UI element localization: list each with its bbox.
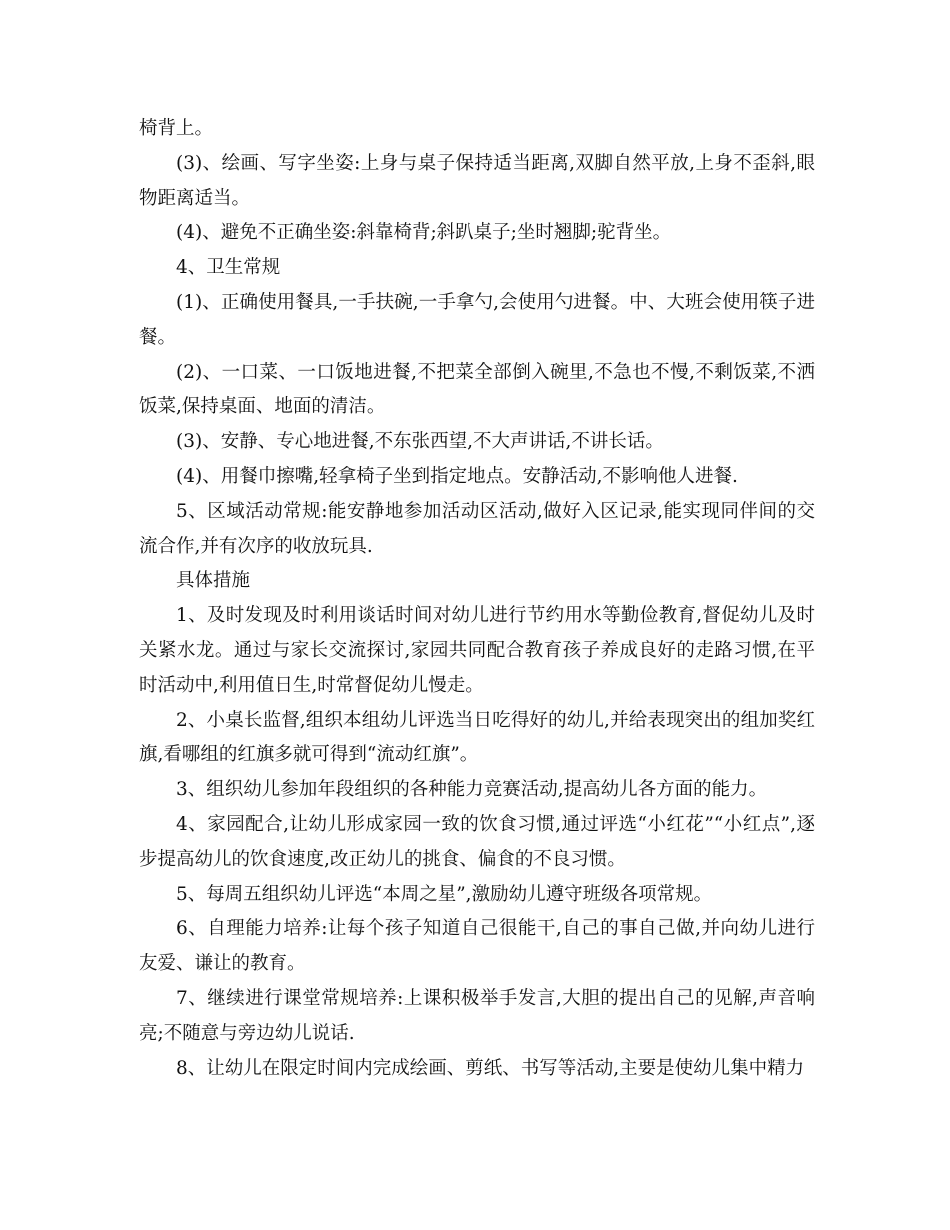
paragraph-measure-6: 6、自理能力培养:让每个孩子知道自己很能干,自己的事自己做,并向幼儿进行友爱、谦让的教育。 xyxy=(139,918,815,975)
paragraph-measure-7: 7、继续进行课堂常规培养:上课积极举手发言,大胆的提出自己的见解,声音响亮;不随意与旁边幼儿说话. xyxy=(139,987,815,1044)
section-heading-measures: 具体措施 xyxy=(176,570,251,592)
paragraph-measure-3: 3、组织幼儿参加年段组织的各种能力竞赛活动,提高幼儿各方面的能力。 xyxy=(176,779,768,801)
paragraph-tableware: (1)、正确使用餐具,一手扶碗,一手拿勺,会使用勺进餐。中、大班会使用筷子进餐。 xyxy=(139,291,815,348)
paragraph-napkin: (4)、用餐巾擦嘴,轻拿椅子坐到指定地点。安静活动,不影响他人进餐. xyxy=(176,465,738,487)
paragraph-area-activity: 5、区域活动常规:能安静地参加活动区活动,做好入区记录,能实现同伴间的交流合作,并有次序的收放玩具. xyxy=(139,500,815,557)
paragraph-measure-4: 4、家园配合,让幼儿形成家园一致的饮食习惯,通过评选“小红花”“小红点”,逐步提高幼儿的饮食速度,改正幼儿的挑食、偏食的不良习惯。 xyxy=(139,813,815,870)
paragraph-measure-1: 1、及时发现及时利用谈话时间对幼儿进行节约用水等勤俭教育,督促幼儿及时关紧水龙。通过与家长交流探讨,家园共同配合教育孩子养成良好的走路习惯,在平时活动中,利用值日生,时常督促幼儿慢走。 xyxy=(139,605,815,696)
section-heading-hygiene: 4、卫生常规 xyxy=(176,257,281,279)
paragraph-drawing-posture: (3)、绘画、写字坐姿:上身与桌子保持适当距离,双脚自然平放,上身不歪斜,眼物距离适当。 xyxy=(139,152,815,209)
paragraph-chair-back-end: 椅背上。 xyxy=(139,118,214,139)
paragraph-measure-5: 5、每周五组织幼儿评选“本周之星”,激励幼儿遵守班级各项常规。 xyxy=(176,883,713,905)
paragraph-eating-manner: (2)、一口菜、一口饭地进餐,不把菜全部倒入碗里,不急也不慢,不剩饭菜,不洒饭菜,保持桌面、地面的清洁。 xyxy=(139,361,815,418)
paragraph-measure-8: 8、让幼儿在限定时间内完成绘画、剪纸、书写等活动,主要是使幼儿集中精力 xyxy=(176,1057,805,1079)
document-body xyxy=(139,112,815,1086)
paragraph-quiet-eating: (3)、安静、专心地进餐,不东张西望,不大声讲话,不讲长话。 xyxy=(176,431,664,453)
paragraph-avoid-bad-posture: (4)、避免不正确坐姿:斜靠椅背;斜趴桌子;坐时翘脚;驼背坐。 xyxy=(176,222,672,244)
paragraph-measure-2: 2、小桌长监督,组织本组幼儿评选当日吃得好的幼儿,并给表现突出的组加奖红旗,看哪组的红旗多就可得到“流动红旗”。 xyxy=(139,709,815,766)
